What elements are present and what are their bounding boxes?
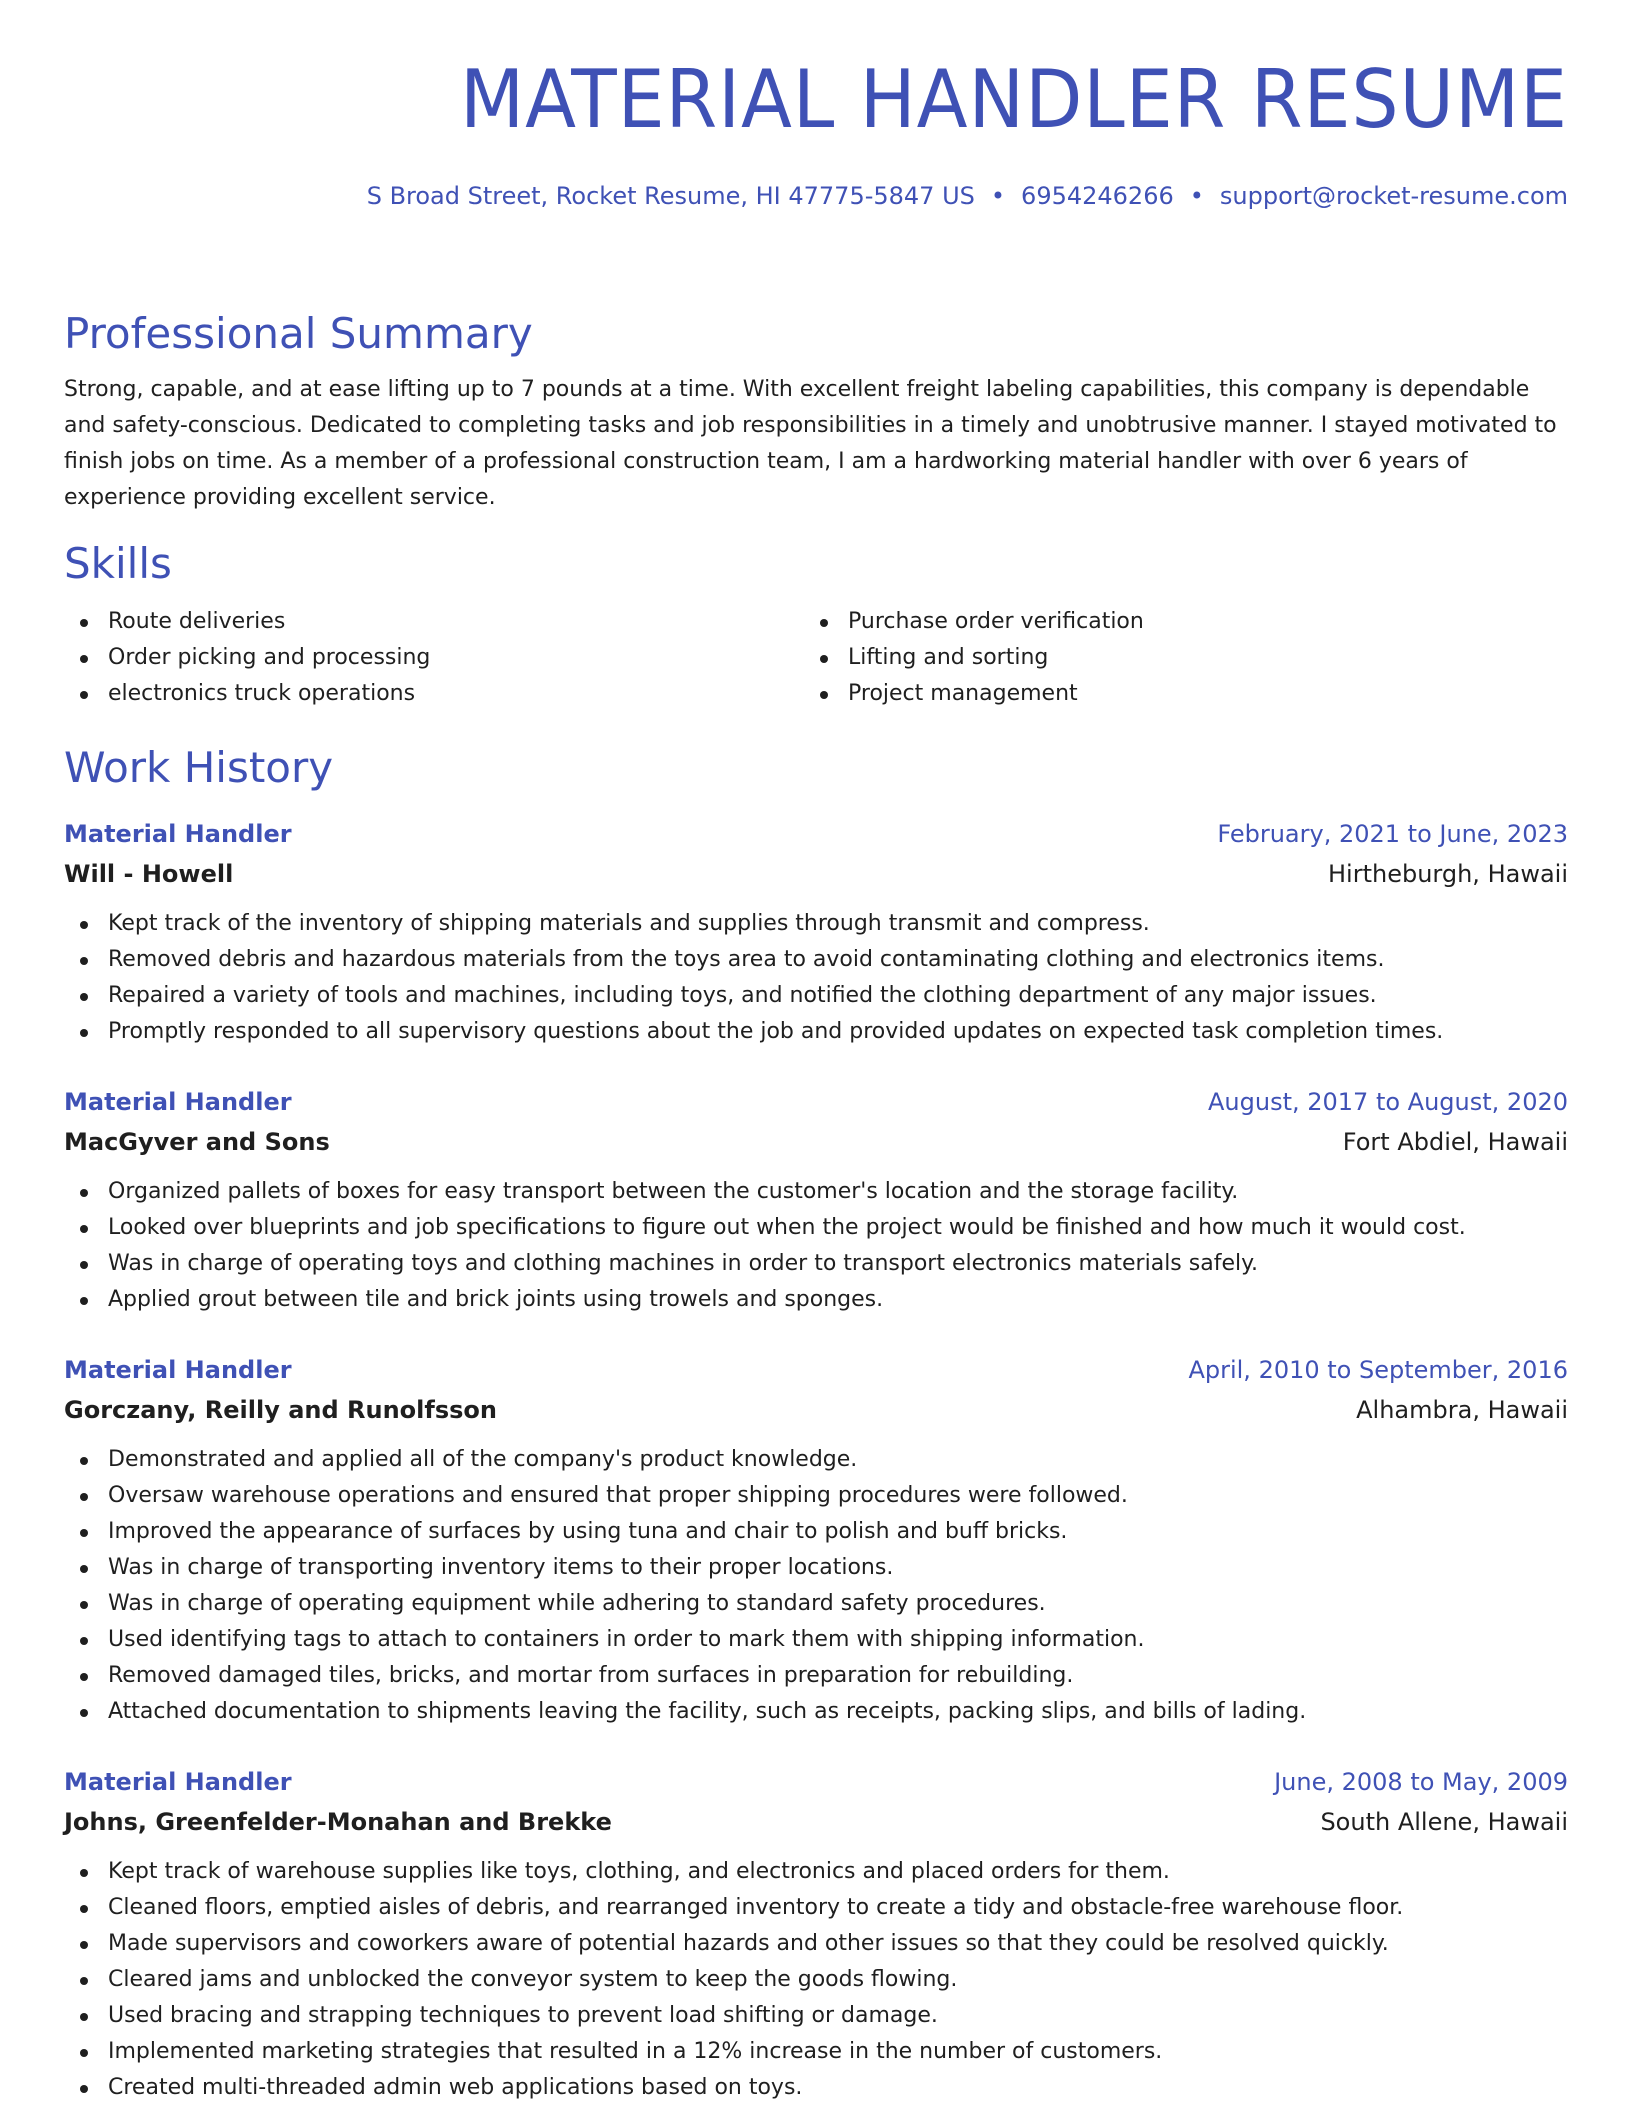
job-entry: [64, 1762, 1568, 2106]
job-dates: February, 2021 to June, 2023: [1217, 820, 1568, 848]
job-entry: [64, 1350, 1568, 1730]
job-location: Hirtheburgh, Hawaii: [1328, 860, 1568, 888]
job-duty: Used identifying tags to attach to containers in order to mark them with shipping information.: [64, 1622, 1568, 1658]
skill-item: electronics truck operations: [64, 676, 804, 712]
job-duty: Looked over blueprints and job specifications to figure out when the project would be finished and how much it would cost.: [64, 1210, 1568, 1246]
job-duties-list: [64, 1174, 1568, 1318]
job-duty: Cleaned floors, emptied aisles of debris, and rearranged inventory to create a tidy and obstacle-free warehouse floor.: [64, 1890, 1568, 1926]
job-duties-list: [64, 1854, 1568, 2106]
job-duty: Used bracing and strapping techniques to prevent load shifting or damage.: [64, 1998, 1568, 2034]
contact-separator: •: [1189, 182, 1204, 210]
job-duty: Kept track of warehouse supplies like toys, clothing, and electronics and placed orders for them.: [64, 1854, 1568, 1890]
job-entry: [64, 1082, 1568, 1318]
job-duty: Organized pallets of boxes for easy transport between the customer's location and the storage facility.: [64, 1174, 1568, 1210]
job-duties-list: [64, 1442, 1568, 1730]
job-duty: Implemented marketing strategies that resulted in a 12% increase in the number of customers.: [64, 2034, 1568, 2070]
job-duty: Created multi-threaded admin web applications based on toys.: [64, 2070, 1568, 2106]
job-location: Fort Abdiel, Hawaii: [1342, 1128, 1568, 1156]
job-duty: Made supervisors and coworkers aware of potential hazards and other issues so that they could be resolved quickly.: [64, 1926, 1568, 1962]
summary-text: Strong, capable, and at ease lifting up to 7 pounds at a time. With excellent freight labeling capabilities, this company is dependable and safety-conscious. Dedicated to completing tasks and job responsibilities in a timely and unobtrusive manner. I stayed motivated to finish jobs on time. As a member of a professional construction team, I am a hardworking material handler with over 6 years of experience providing excellent service.: [64, 377, 1557, 510]
job-duty: Improved the appearance of surfaces by using tuna and chair to polish and buff bricks.: [64, 1514, 1568, 1550]
resume-title: MATERIAL HANDLER RESUME: [460, 53, 1568, 146]
summary-heading: Professional Summary: [64, 309, 533, 358]
job-title: Material Handler: [64, 1768, 292, 1796]
skill-item: Order picking and processing: [64, 640, 804, 676]
job-duty: Oversaw warehouse operations and ensured that proper shipping procedures were followed.: [64, 1478, 1568, 1514]
job-duty: Promptly responded to all supervisory questions about the job and provided updates on expected task completion times.: [64, 1014, 1568, 1050]
job-duty: Cleared jams and unblocked the conveyor system to keep the goods flowing.: [64, 1962, 1568, 1998]
job-duty: Kept track of the inventory of shipping materials and supplies through transmit and compress.: [64, 906, 1568, 942]
skills-list-left: [64, 604, 804, 712]
job-company-row: [64, 854, 1568, 894]
skill-item: Project management: [804, 676, 1568, 712]
job-duty: Was in charge of operating toys and clothing machines in order to transport electronics materials safely.: [64, 1246, 1568, 1282]
job-duty: Was in charge of transporting inventory items to their proper locations.: [64, 1550, 1568, 1586]
job-duty: Removed damaged tiles, bricks, and mortar from surfaces in preparation for rebuilding.: [64, 1658, 1568, 1694]
job-title-row: [64, 1762, 1568, 1802]
contact-email[interactable]: support@rocket-resume.com: [1219, 182, 1568, 210]
job-company-row: [64, 1390, 1568, 1430]
job-title-row: [64, 814, 1568, 854]
skills-heading: Skills: [64, 539, 172, 588]
work-history-heading: Work History: [64, 743, 334, 792]
job-title-row: [64, 1350, 1568, 1390]
job-duty: Was in charge of operating equipment while adhering to standard safety procedures.: [64, 1586, 1568, 1622]
job-dates: August, 2017 to August, 2020: [1208, 1088, 1568, 1116]
job-location: South Allene, Hawaii: [1320, 1808, 1568, 1836]
job-company-row: [64, 1122, 1568, 1162]
contact-phone: 6954246266: [1021, 182, 1174, 210]
skill-item: Purchase order verification: [804, 604, 1568, 640]
job-company: Johns, Greenfelder-Monahan and Brekke: [64, 1808, 612, 1836]
job-duty: Applied grout between tile and brick joints using trowels and sponges.: [64, 1282, 1568, 1318]
job-duty: Removed debris and hazardous materials from the toys area to avoid contaminating clothing and electronics items.: [64, 942, 1568, 978]
job-location: Alhambra, Hawaii: [1356, 1396, 1568, 1424]
job-company-row: [64, 1802, 1568, 1842]
job-company: MacGyver and Sons: [64, 1128, 330, 1156]
job-duty: Repaired a variety of tools and machines, including toys, and notified the clothing department of any major issues.: [64, 978, 1568, 1014]
job-duty: Attached documentation to shipments leaving the facility, such as receipts, packing slips, and bills of lading.: [64, 1694, 1568, 1730]
skills-grid: [64, 604, 1568, 712]
job-title: Material Handler: [64, 1356, 292, 1384]
skill-item: Lifting and sorting: [804, 640, 1568, 676]
contact-line: [367, 180, 1568, 212]
job-dates: April, 2010 to September, 2016: [1188, 1356, 1568, 1384]
skills-list-right: [804, 604, 1568, 712]
job-title: Material Handler: [64, 820, 292, 848]
skill-item: Route deliveries: [64, 604, 804, 640]
job-company: Will - Howell: [64, 860, 234, 888]
job-title: Material Handler: [64, 1088, 292, 1116]
job-duties-list: [64, 906, 1568, 1050]
job-entry: [64, 814, 1568, 1050]
job-duty: Demonstrated and applied all of the company's product knowledge.: [64, 1442, 1568, 1478]
contact-separator: •: [990, 182, 1006, 210]
job-title-row: [64, 1082, 1568, 1122]
contact-address: S Broad Street, Rocket Resume, HI 47775-5847 US: [366, 182, 975, 210]
job-dates: June, 2008 to May, 2009: [1274, 1768, 1568, 1796]
job-company: Gorczany, Reilly and Runolfsson: [64, 1396, 497, 1424]
